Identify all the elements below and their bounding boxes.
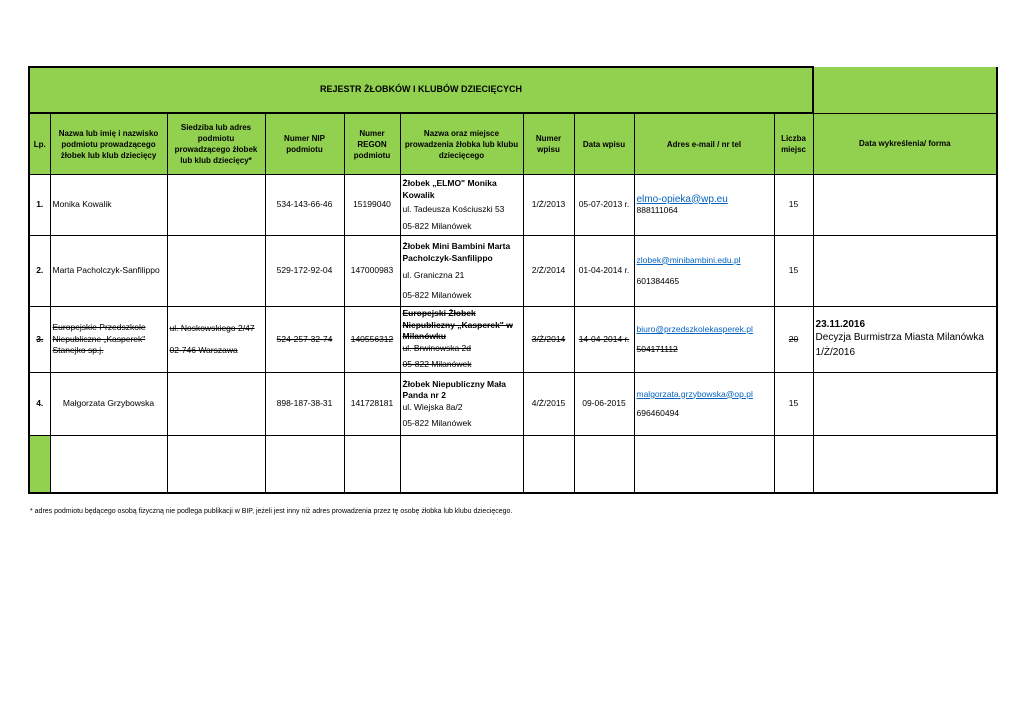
row-contact	[634, 373, 774, 436]
place-name: Żłobek Mini Bambini Marta Pacholczyk-Sanfilippo	[402, 241, 511, 263]
row-contact	[634, 175, 774, 236]
row-removal	[813, 175, 997, 236]
header-entry-no: Numer wpisu	[523, 113, 574, 175]
header-place: Nazwa oraz miejsce prowadzenia żłobka lub klubu dziecięcego	[400, 113, 523, 175]
row-removal	[813, 307, 997, 373]
row-nip: 534-143-66-46	[265, 175, 344, 236]
place-street: ul. Wiejska 8a/2	[402, 401, 463, 412]
row-removal	[813, 373, 997, 436]
empty-cell	[813, 436, 997, 494]
table-row	[29, 307, 997, 373]
row-place	[400, 373, 523, 436]
row-places: 15	[774, 236, 813, 307]
row-seat	[167, 307, 265, 373]
row-nip: 529-172-92-04	[265, 236, 344, 307]
place-city: 05-822 Milanówek	[402, 418, 472, 428]
email-link[interactable]: malgorzata.grzybowska@op.pl	[636, 388, 753, 399]
header-places: Liczba miejsc	[774, 113, 813, 175]
row-name: Marta Pacholczyk-Sanfilippo	[50, 236, 167, 307]
row-removal	[813, 236, 997, 307]
row-seat	[167, 175, 265, 236]
register-sheet	[28, 66, 996, 494]
row-seat	[167, 373, 265, 436]
row-seat	[167, 236, 265, 307]
header-lp: Lp.	[29, 113, 50, 175]
header-row	[29, 113, 997, 175]
row-place	[400, 307, 523, 373]
table-row	[29, 373, 997, 436]
row-entry-date: 05-07-2013 r.	[574, 175, 634, 236]
row-entry-date: 14-04-2014 r.	[574, 307, 634, 373]
header-regon: Numer REGON podmiotu	[344, 113, 400, 175]
header-seat: Siedziba lub adres podmiotu prowadzącego żłobek lub klub dziecięcy*	[167, 113, 265, 175]
empty-cell	[574, 436, 634, 494]
register-title: REJESTR ŻŁOBKÓW I KLUBÓW DZIECIĘCYCH	[29, 67, 813, 113]
row-entry-date: 01-04-2014 r.	[574, 236, 634, 307]
place-street: ul. Tadeusza Kościuszki 53	[402, 204, 505, 214]
empty-cell	[29, 436, 50, 494]
row-regon: 141728181	[344, 373, 400, 436]
row-entry-no: 4/Ż/2015	[523, 373, 574, 436]
row-contact	[634, 236, 774, 307]
place-name: Żłobek „ELMO" Monika Kowalik	[402, 178, 497, 200]
empty-cell	[167, 436, 265, 494]
removal-text: Decyzja Burmistrza Miasta Milanówka 1/Ż/2016	[815, 332, 984, 359]
table-row	[29, 236, 997, 307]
row-nip: 898-187-38-31	[265, 373, 344, 436]
removal-date: 23.11.2016	[815, 318, 866, 330]
row-place	[400, 175, 523, 236]
row-name: Małgorzata Grzybowska	[50, 373, 167, 436]
phone-number: 504171112	[636, 343, 678, 354]
row-lp: 1.	[29, 175, 50, 236]
empty-cell	[50, 436, 167, 494]
row-lp: 4.	[29, 373, 50, 436]
row-regon: 15199040	[344, 175, 400, 236]
header-name: Nazwa lub imię i nazwisko podmiotu prowadzącego żłobek lub klub dziecięcy	[50, 113, 167, 175]
title-right-cell	[813, 67, 997, 113]
seat-city: 02-746 Warszawa	[169, 344, 238, 355]
row-places: 20	[774, 307, 813, 373]
empty-row	[29, 436, 997, 494]
place-name: Europejski Żłobek Niepubliczny „Kasperek" w Milanówku	[402, 308, 513, 342]
row-regon: 147000983	[344, 236, 400, 307]
row-nip: 524-257-32-74	[265, 307, 344, 373]
row-entry-no: 2/Ż/2014	[523, 236, 574, 307]
empty-cell	[634, 436, 774, 494]
row-place	[400, 236, 523, 307]
place-name: Żłobek Niepubliczny Mała Panda nr 2	[402, 378, 506, 400]
place-city: 05-822 Milanówek	[402, 220, 472, 231]
place-street: ul. Brwinowska 2d	[402, 342, 472, 353]
header-contact: Adres e-mail / nr tel	[634, 113, 774, 175]
empty-cell	[344, 436, 400, 494]
row-entry-date: 09-06-2015	[574, 373, 634, 436]
place-city: 05-822 Milanówek	[402, 359, 472, 370]
email-link[interactable]: elmo-opieka@wp.eu	[636, 193, 728, 205]
phone-number: 696460494	[636, 408, 680, 418]
header-nip: Numer NIP podmiotu	[265, 113, 344, 175]
phone-number: 601384465	[636, 276, 680, 286]
table-row	[29, 175, 997, 236]
empty-cell	[523, 436, 574, 494]
header-removal: Data wykreślenia/ forma	[813, 113, 997, 175]
row-regon: 140556312	[344, 307, 400, 373]
place-street: ul. Graniczna 21	[402, 270, 465, 280]
row-name: Europejskie Przedszkole Niepubliczne „Kasperek" Stanejko sp.j.	[50, 307, 167, 373]
seat-street: ul. Noskowskiego 2/47	[169, 323, 255, 333]
email-link[interactable]: zlobek@minibambini.edu.pl	[636, 254, 741, 265]
header-entry-date: Data wpisu	[574, 113, 634, 175]
phone-number: 888111064	[636, 205, 678, 215]
register-table	[28, 66, 998, 494]
footnote: * adres podmiotu będącego osobą fizyczną nie podlega publikacji w BIP, jeżeli jest inny niż adres prowadzenia przez tę osobę żłobka lub klubu dziecięcego.	[30, 508, 513, 515]
row-entry-no: 3/Ż/2014	[523, 307, 574, 373]
place-city: 05-822 Milanówek	[402, 289, 472, 300]
row-lp: 2.	[29, 236, 50, 307]
row-name: Monika Kowalik	[50, 175, 167, 236]
row-contact	[634, 307, 774, 373]
empty-cell	[265, 436, 344, 494]
row-places: 15	[774, 175, 813, 236]
row-lp: 3.	[29, 307, 50, 373]
row-places: 15	[774, 373, 813, 436]
title-row	[29, 67, 997, 113]
empty-cell	[400, 436, 523, 494]
email-link[interactable]: biuro@przedszkolekasperek.pl	[636, 324, 753, 334]
row-entry-no: 1/Ż/2013	[523, 175, 574, 236]
empty-cell	[774, 436, 813, 494]
